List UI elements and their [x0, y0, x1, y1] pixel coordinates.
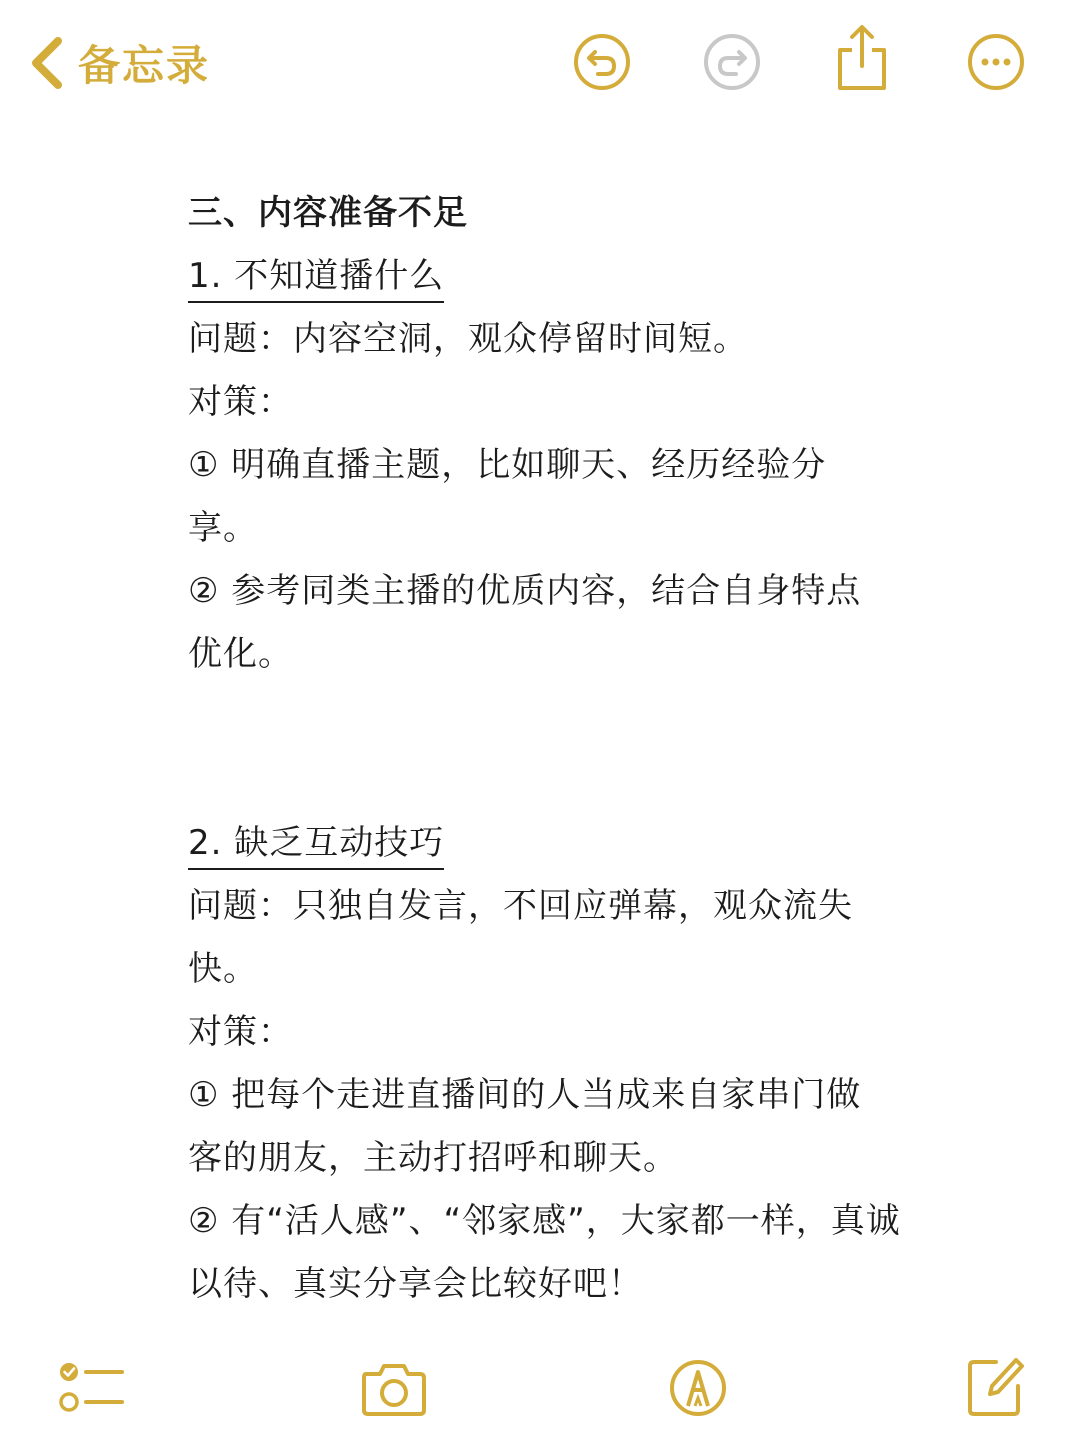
paragraph-spacer [188, 686, 908, 749]
section2-problem-line1: 问题：只独自发言，不回应弹幕，观众流失 [188, 886, 853, 926]
section2-problem-line2: 快。 [188, 949, 258, 989]
note-heading: 三、内容准备不足 [188, 193, 468, 233]
checklist-icon [56, 1358, 128, 1422]
back-button[interactable] [28, 32, 210, 94]
markup-icon [666, 1356, 730, 1420]
section2-item2-line2: 以待、真实分享会比较好吧！ [188, 1264, 643, 1304]
section1-problem: 问题：内容空洞，观众停留时间短。 [188, 319, 748, 359]
bottom-toolbar [0, 1350, 1080, 1440]
section1-item2-line2: 优化。 [188, 634, 293, 674]
redo-button[interactable] [700, 30, 764, 94]
section2-item1-line1: ① 把每个走进直播间的人当成来自家串门做 [188, 1075, 862, 1115]
paragraph-spacer [188, 749, 908, 812]
camera-button[interactable] [358, 1356, 430, 1420]
section1-strategy-label: 对策： [188, 382, 293, 422]
back-label: 备忘录 [78, 41, 211, 90]
markup-button[interactable] [666, 1356, 730, 1420]
chevron-left-icon [28, 35, 66, 91]
top-navigation-bar [0, 0, 1080, 130]
section2-strategy-label: 对策： [188, 1012, 293, 1052]
more-button[interactable] [964, 30, 1028, 94]
redo-icon [700, 30, 764, 94]
compose-icon [964, 1352, 1028, 1420]
section1-item2-line1: ② 参考同类主播的优质内容，结合自身特点 [188, 571, 862, 611]
section1-item1-line2: 享。 [188, 508, 258, 548]
undo-icon [570, 30, 634, 94]
share-button[interactable] [830, 22, 894, 86]
undo-button[interactable] [570, 30, 634, 94]
more-icon [964, 30, 1028, 94]
checklist-button[interactable] [56, 1358, 128, 1422]
section2-item2-line1: ② 有“活人感”、“邻家感”，大家都一样，真诚 [188, 1201, 901, 1241]
section1-title: 1. 不知道播什么 [188, 251, 444, 303]
section2-item1-line2: 客的朋友，主动打招呼和聊天。 [188, 1138, 678, 1178]
section1-item1-line1: ① 明确直播主题，比如聊天、经历经验分 [188, 445, 827, 485]
section2-title: 2. 缺乏互动技巧 [188, 818, 444, 870]
compose-button[interactable] [964, 1352, 1028, 1420]
note-body[interactable] [188, 182, 908, 1316]
share-icon [830, 22, 894, 94]
camera-icon [358, 1356, 430, 1420]
